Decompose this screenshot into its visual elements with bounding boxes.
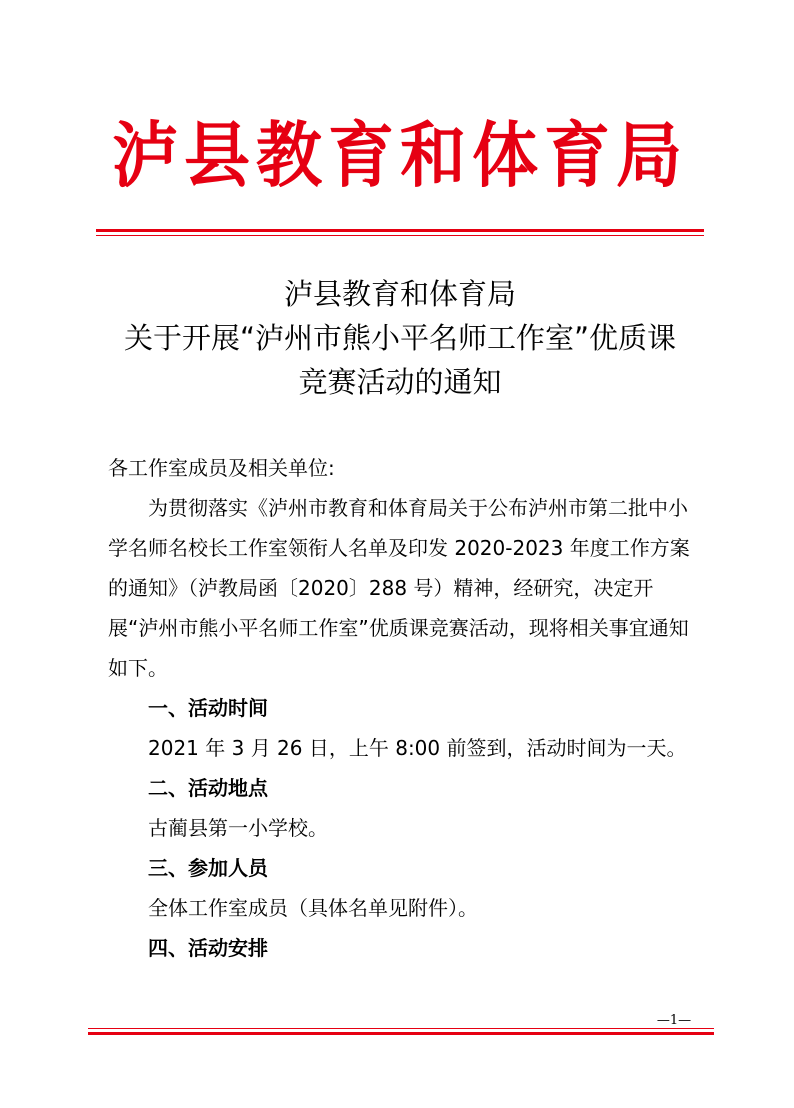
title-line-3: 竞赛活动的通知 [298, 365, 502, 399]
page-number: —1— [644, 1014, 704, 1028]
document-title [96, 272, 704, 404]
intro-paragraph: 为贯彻落实《泸州市教育和体育局关于公布泸州市第二批中小学名师名校长工作室领衔人名单及印发 2020-2023 年度工作方案的通知》（泸教局函〔2020〕288 号）精神，经研究，决定开展“泸州市熊小平名师工作室”优质课竞赛活动，现将相关事宜通知如下。 [108, 496, 690, 680]
masthead-title: 泸县教育和体育局 [112, 113, 688, 198]
section-heading-arrangement: 四、活动安排 [148, 936, 268, 960]
footer-rule-thin [88, 1028, 714, 1029]
section-heading-participants: 三、参加人员 [148, 856, 268, 880]
salutation: 各工作室成员及相关单位: [108, 456, 335, 480]
masthead-rule-thin [96, 235, 704, 236]
section-content-time: 2021 年 3 月 26 日，上午 8:00 前签到，活动时间为一天。 [148, 736, 687, 760]
title-line-1: 泸县教育和体育局 [283, 277, 516, 311]
masthead-rule-thick [96, 229, 704, 232]
title-line-2: 关于开展“泸州市熊小平名师工作室”优质课 [123, 321, 677, 355]
document-body [108, 448, 698, 968]
section-heading-location: 二、活动地点 [148, 776, 268, 800]
section-content-participants: 全体工作室成员（具体名单见附件）。 [148, 896, 478, 920]
section-content-location: 古蔺县第一小学校。 [148, 816, 328, 840]
footer-rule-thick [88, 1032, 714, 1035]
section-heading-time: 一、活动时间 [148, 696, 268, 720]
